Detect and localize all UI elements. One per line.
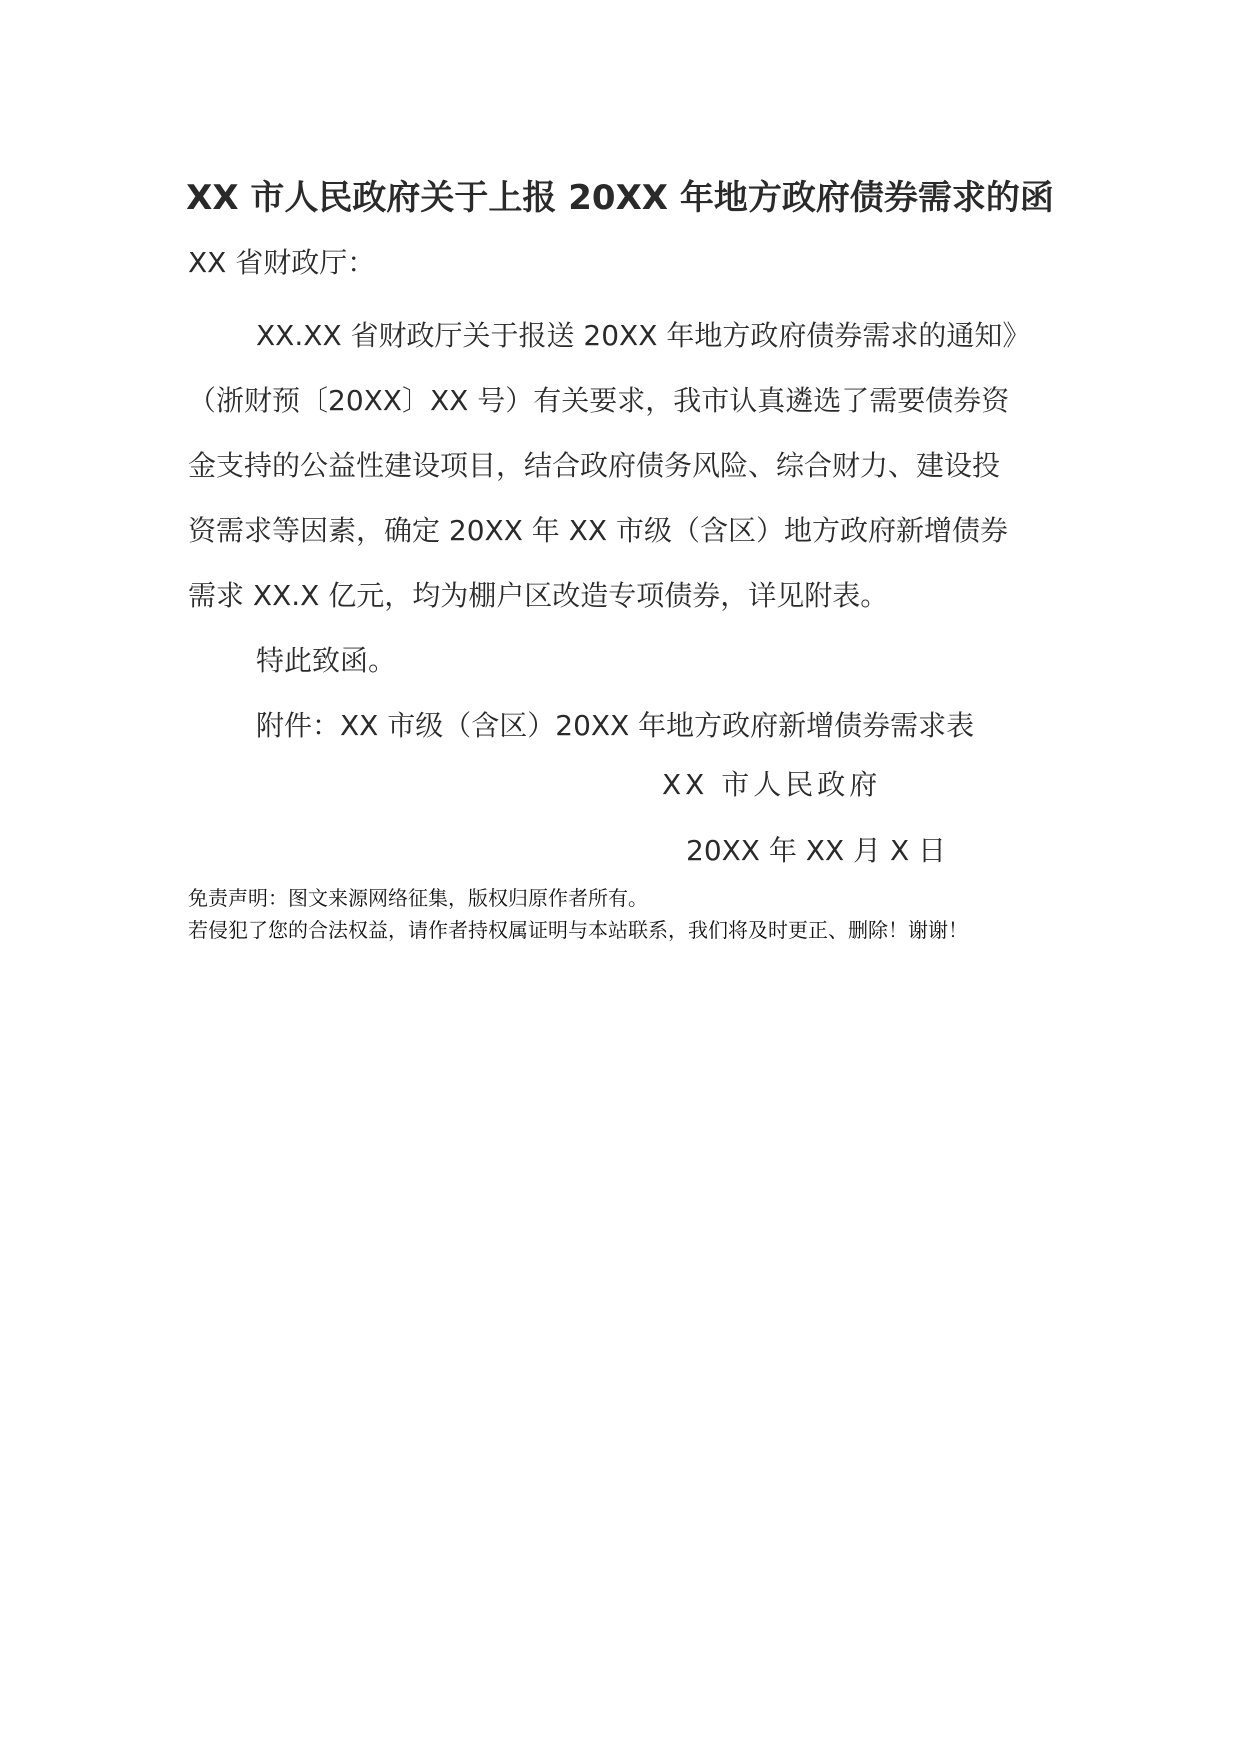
body-line-4: 资需求等因素，确定 20XX 年 XX 市级（含区）地方政府新增债券	[188, 514, 1008, 547]
letter-body	[188, 303, 1058, 758]
body-line-2: （浙财预〔20XX〕XX 号）有关要求，我市认真遴选了需要债券资	[188, 384, 1010, 417]
salutation: XX 省财政厅：	[188, 246, 376, 279]
body-line-1: XX.XX 省财政厅关于报送 20XX 年地方政府债券需求的通知》	[256, 319, 1031, 352]
body-line-5: 需求 XX.X 亿元，均为棚户区改造专项债券，详见附表。	[188, 579, 889, 612]
disclaimer	[188, 882, 968, 946]
attachment-note: 附件：XX 市级（含区）20XX 年地方政府新增债券需求表	[256, 709, 975, 742]
document-title: XX 市人民政府关于上报 20XX 年地方政府债券需求的函	[186, 178, 1054, 218]
document-date: 20XX 年 XX 月 X 日	[686, 834, 947, 867]
body-line-3: 金支持的公益性建设项目，结合政府债务风险、综合财力、建设投	[188, 449, 1001, 482]
disclaimer-line-2: 若侵犯了您的合法权益，请作者持权属证明与本站联系，我们将及时更正、删除！谢谢！	[188, 918, 968, 942]
disclaimer-line-1: 免责声明：图文来源网络征集，版权归原作者所有。	[188, 886, 648, 910]
closing-text: 特此致函。	[256, 644, 397, 677]
signature: XX 市人民政府	[662, 768, 882, 801]
